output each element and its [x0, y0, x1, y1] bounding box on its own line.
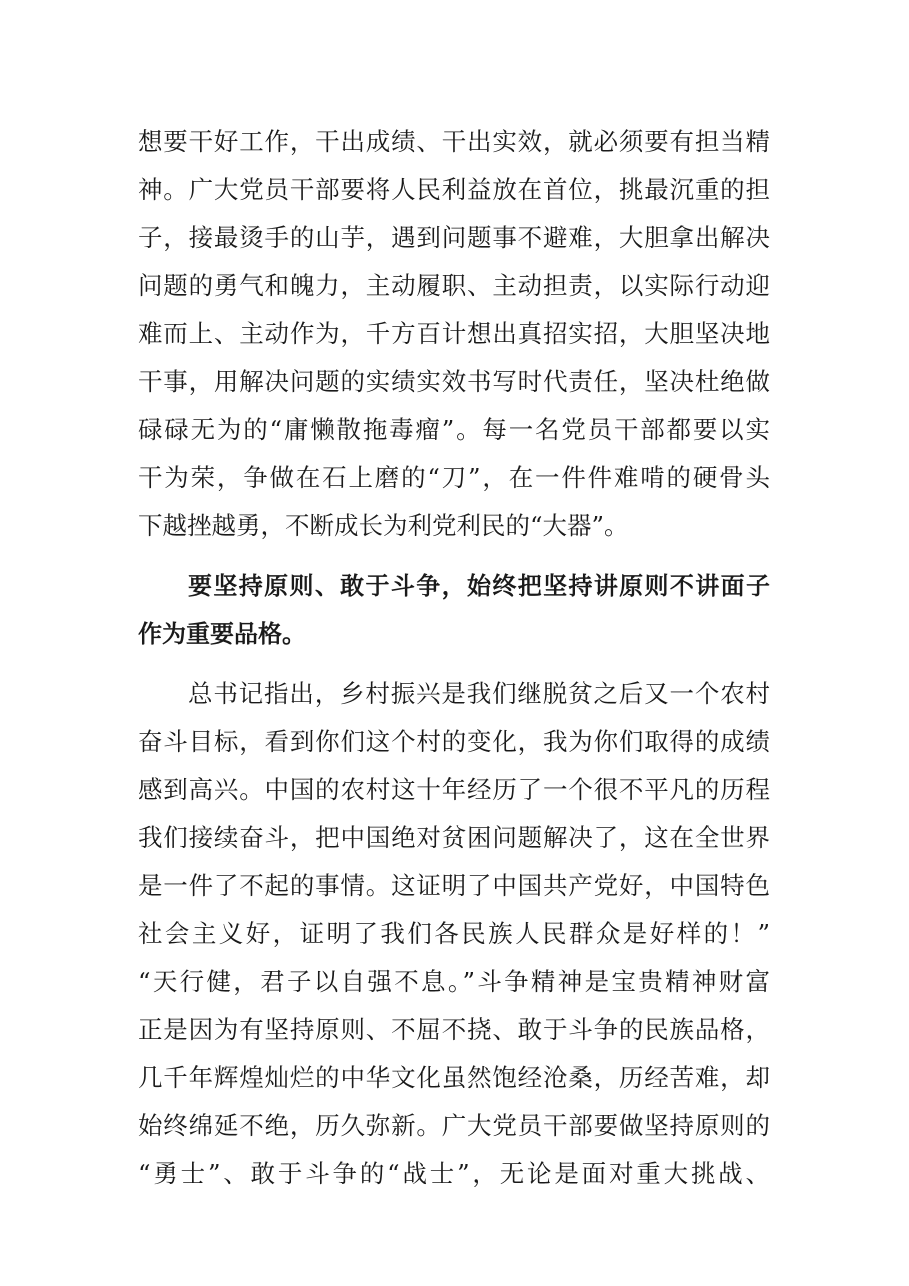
- text-line: 总书记指出，乡村振兴是我们继脱贫之后又一个农村: [188, 679, 770, 708]
- text-line: 子，接最烫手的山芋，遇到问题事不避难，大胆拿出解决: [138, 223, 770, 252]
- text-line: 奋斗目标，看到你们这个村的变化，我为你们取得的成绩: [138, 727, 770, 756]
- text-line: 是一件了不起的事情。这证明了中国共产党好，中国特色: [138, 871, 770, 900]
- text-line: 难而上、主动作为，千方百计想出真招实招，大胆坚决地: [138, 319, 770, 348]
- section-heading: [138, 562, 770, 658]
- paragraph-2: [138, 670, 770, 1198]
- text-line: 感到高兴。中国的农村这十年经历了一个很不平凡的历程: [138, 775, 770, 804]
- text-line: 问题的勇气和魄力，主动履职、主动担责，以实际行动迎: [138, 271, 770, 300]
- text-line: 想要干好工作，干出成绩、干出实效，就必须要有担当精: [138, 127, 770, 156]
- text-line: “天行健，君子以自强不息。”斗争精神是宝贵精神财富: [138, 967, 770, 996]
- text-line: 几千年辉煌灿烂的中华文化虽然饱经沧桑，历经苦难，却: [138, 1063, 770, 1092]
- text-line: 始终绵延不绝，历久弥新。广大党员干部要做坚持原则的: [138, 1111, 770, 1140]
- heading-line: 作为重要品格。: [138, 620, 306, 648]
- text-line: 干为荣，争做在石上磨的“刀”，在一件件难啃的硬骨头: [138, 463, 770, 492]
- text-line: 干事，用解决问题的实绩实效书写时代责任，坚决杜绝做: [138, 367, 770, 396]
- text-line: 我们接续奋斗，把中国绝对贫困问题解决了，这在全世界: [138, 823, 770, 852]
- text-line: 下越挫越勇，不断成长为利党利民的“大器”。: [138, 511, 629, 540]
- paragraph-1: [138, 118, 770, 550]
- text-line: 社会主义好，证明了我们各民族人民群众是好样的！”: [138, 919, 770, 948]
- heading-line: 要坚持原则、敢于斗争，始终把坚持讲原则不讲面子: [188, 572, 770, 600]
- text-line: “勇士”、敢于斗争的“战士”，无论是面对重大挑战、: [138, 1159, 770, 1188]
- document-body: [138, 118, 770, 1210]
- text-line: 碌碌无为的“庸懒散拖毒瘤”。每一名党员干部都要以实: [138, 415, 770, 444]
- text-line: 神。广大党员干部要将人民利益放在首位，挑最沉重的担: [138, 175, 770, 204]
- text-line: 正是因为有坚持原则、不屈不挠、敢于斗争的民族品格，: [138, 1015, 770, 1044]
